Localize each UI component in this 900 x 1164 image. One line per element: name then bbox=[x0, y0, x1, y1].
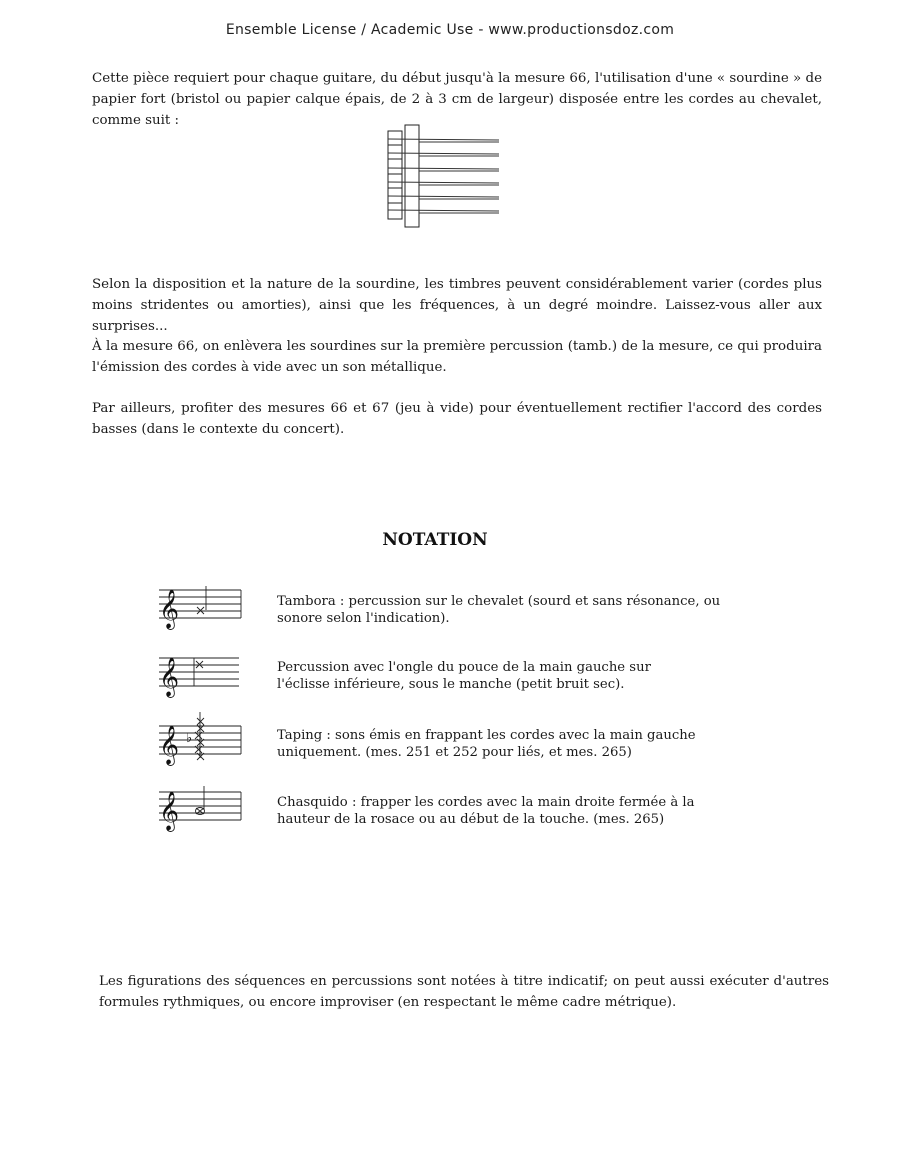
tambora-staff-icon bbox=[155, 582, 245, 632]
notation-item-percussion-ongle bbox=[155, 650, 775, 710]
notation-item-taping bbox=[155, 712, 775, 772]
chasquido-description: Chasquido : frapper les cordes avec la main droite fermée à la hauteur de la rosace ou au début de la touche. (mes. 265) bbox=[277, 795, 695, 827]
svg-text:𝄞: 𝄞 bbox=[159, 657, 180, 697]
body-paragraph-1: Selon la disposition et la nature de la sourdine, les timbres peuvent considérablement varier (cordes plus moins stridentes ou amorties), ainsi que les fréquences, à un degré moindre. Laissez-vous aller aux surprises... bbox=[92, 277, 822, 334]
taping-staff-icon bbox=[155, 712, 245, 768]
body-paragraph-3: Par ailleurs, profiter des mesures 66 et 67 (jeu à vide) pour éventuellement rectifier l'accord des cordes basses (dans le contexte du concert). bbox=[92, 401, 822, 437]
svg-text:𝄞: 𝄞 bbox=[159, 791, 180, 831]
chasquido-staff-icon bbox=[155, 784, 245, 834]
percussion-staff-icon bbox=[155, 650, 245, 700]
tambora-description: Tambora : percussion sur le chevalet (sourd et sans résonance, ou sonore selon l'indication). bbox=[277, 594, 721, 626]
svg-text:𝄞: 𝄞 bbox=[159, 589, 180, 629]
notation-item-tambora bbox=[155, 582, 775, 642]
taping-description: Taping : sons émis en frappant les cordes avec la main gauche uniquement. (mes. 251 et 252 pour liés, et mes. 265) bbox=[277, 728, 696, 760]
intro-paragraph: Cette pièce requiert pour chaque guitare, du début jusqu'à la mesure 66, l'utilisation d'une « sourdine » de papier fort (bristol ou papier calque épais, de 2 à 3 cm de largeur) disposée entre les cordes au chevalet, comme suit : bbox=[92, 71, 822, 128]
percussion-ongle-description: Percussion avec l'ongle du pouce de la main gauche sur l'éclisse inférieure, sous le manche (petit bruit sec). bbox=[277, 660, 651, 692]
footer-paragraph: Les figurations des séquences en percussions sont notées à titre indicatif; on peut aussi exécuter d'autres formules rythmiques, ou encore improviser (en respectant le même cadre métrique). bbox=[99, 974, 829, 1010]
notation-title: NOTATION bbox=[382, 530, 488, 550]
svg-text:♭: ♭ bbox=[186, 731, 193, 746]
page-header: Ensemble License / Academic Use - www.productionsdoz.com bbox=[225, 22, 675, 38]
notation-item-chasquido bbox=[155, 784, 775, 844]
body-paragraph-2: À la mesure 66, on enlèvera les sourdines sur la première percussion (tamb.) de la mesure, ce qui produira l'émission des cordes à vide avec un son métallique. bbox=[92, 339, 822, 375]
sourdine-diagram bbox=[386, 124, 502, 230]
svg-text:𝄞: 𝄞 bbox=[159, 725, 180, 765]
